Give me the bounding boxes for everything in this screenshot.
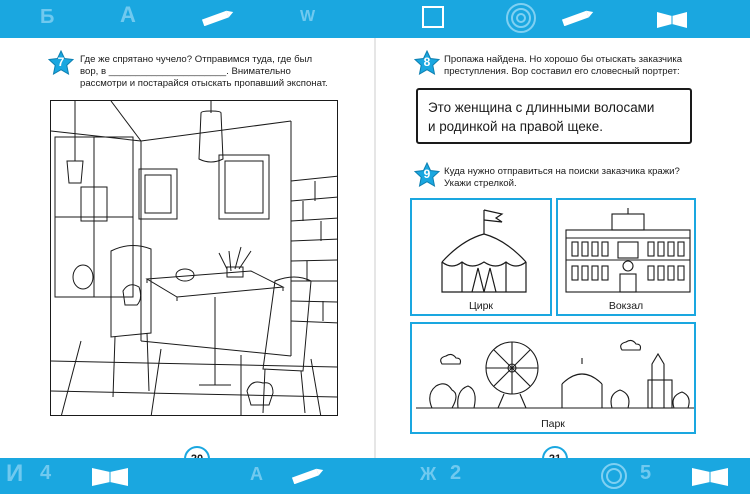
book-icon xyxy=(655,8,689,30)
task-number-badge xyxy=(48,50,74,76)
pencil-icon xyxy=(560,8,596,26)
task-text-line: Куда нужно отправиться на поиски заказчика кражи? xyxy=(444,166,680,177)
deco-letter: Б xyxy=(40,6,55,28)
deco-letter: Ж xyxy=(420,464,437,484)
portrait-line: и родинкой на правой щеке. xyxy=(428,119,603,134)
deco-letter: А xyxy=(120,2,136,27)
deco-letter: И xyxy=(6,460,24,487)
deco-letter: А xyxy=(250,464,263,484)
task-text-line: Где же спрятано чучело? Отправимся туда, где был xyxy=(80,54,313,65)
task-text xyxy=(444,166,714,190)
pencil-icon xyxy=(200,8,236,26)
task-number-badge xyxy=(414,162,440,188)
deco-letter: 4 xyxy=(40,462,52,484)
book-icon xyxy=(90,464,130,488)
verbal-portrait xyxy=(416,88,692,144)
task-number: 8 xyxy=(423,55,431,69)
top-decorative-band xyxy=(0,0,750,38)
task-text-line: Пропажа найдена. Но хорошо бы отыскать заказчика xyxy=(444,54,683,65)
deco-letter: 5 xyxy=(640,462,652,484)
square-icon xyxy=(420,4,446,30)
target-circle-icon xyxy=(600,462,628,490)
cafe-scene-drawing xyxy=(51,101,338,416)
place-caption: Парк xyxy=(541,418,565,430)
task-text-line: Укажи стрелкой. xyxy=(444,178,517,189)
pencil-icon xyxy=(290,466,326,484)
target-circle-icon xyxy=(505,2,537,34)
portrait-line: Это женщина с длинными волосами xyxy=(428,100,655,115)
deco-letter: W xyxy=(300,8,316,25)
task-text-line: рассмотри и постарайся отыскать пропавший экспонат. xyxy=(80,78,328,89)
task-text xyxy=(444,54,714,78)
deco-letter: 2 xyxy=(450,462,462,484)
task-text xyxy=(80,54,350,90)
task-number-badge xyxy=(414,50,440,76)
bottom-decorative-band xyxy=(0,458,750,494)
place-caption: Цирк xyxy=(468,300,494,312)
page-spine xyxy=(374,38,376,458)
cafe-illustration xyxy=(50,100,338,416)
task-number: 7 xyxy=(57,55,65,69)
book-icon xyxy=(690,464,730,488)
task-text-line: вор, в ______________________. Внимательно xyxy=(80,66,291,77)
task-number: 9 xyxy=(423,167,431,181)
place-caption: Вокзал xyxy=(608,300,644,312)
place-option-station[interactable] xyxy=(556,198,696,316)
task-text-line: преступления. Вор составил его словесный портрет: xyxy=(444,66,680,77)
place-option-circus[interactable] xyxy=(410,198,552,316)
place-option-park[interactable] xyxy=(410,322,696,434)
